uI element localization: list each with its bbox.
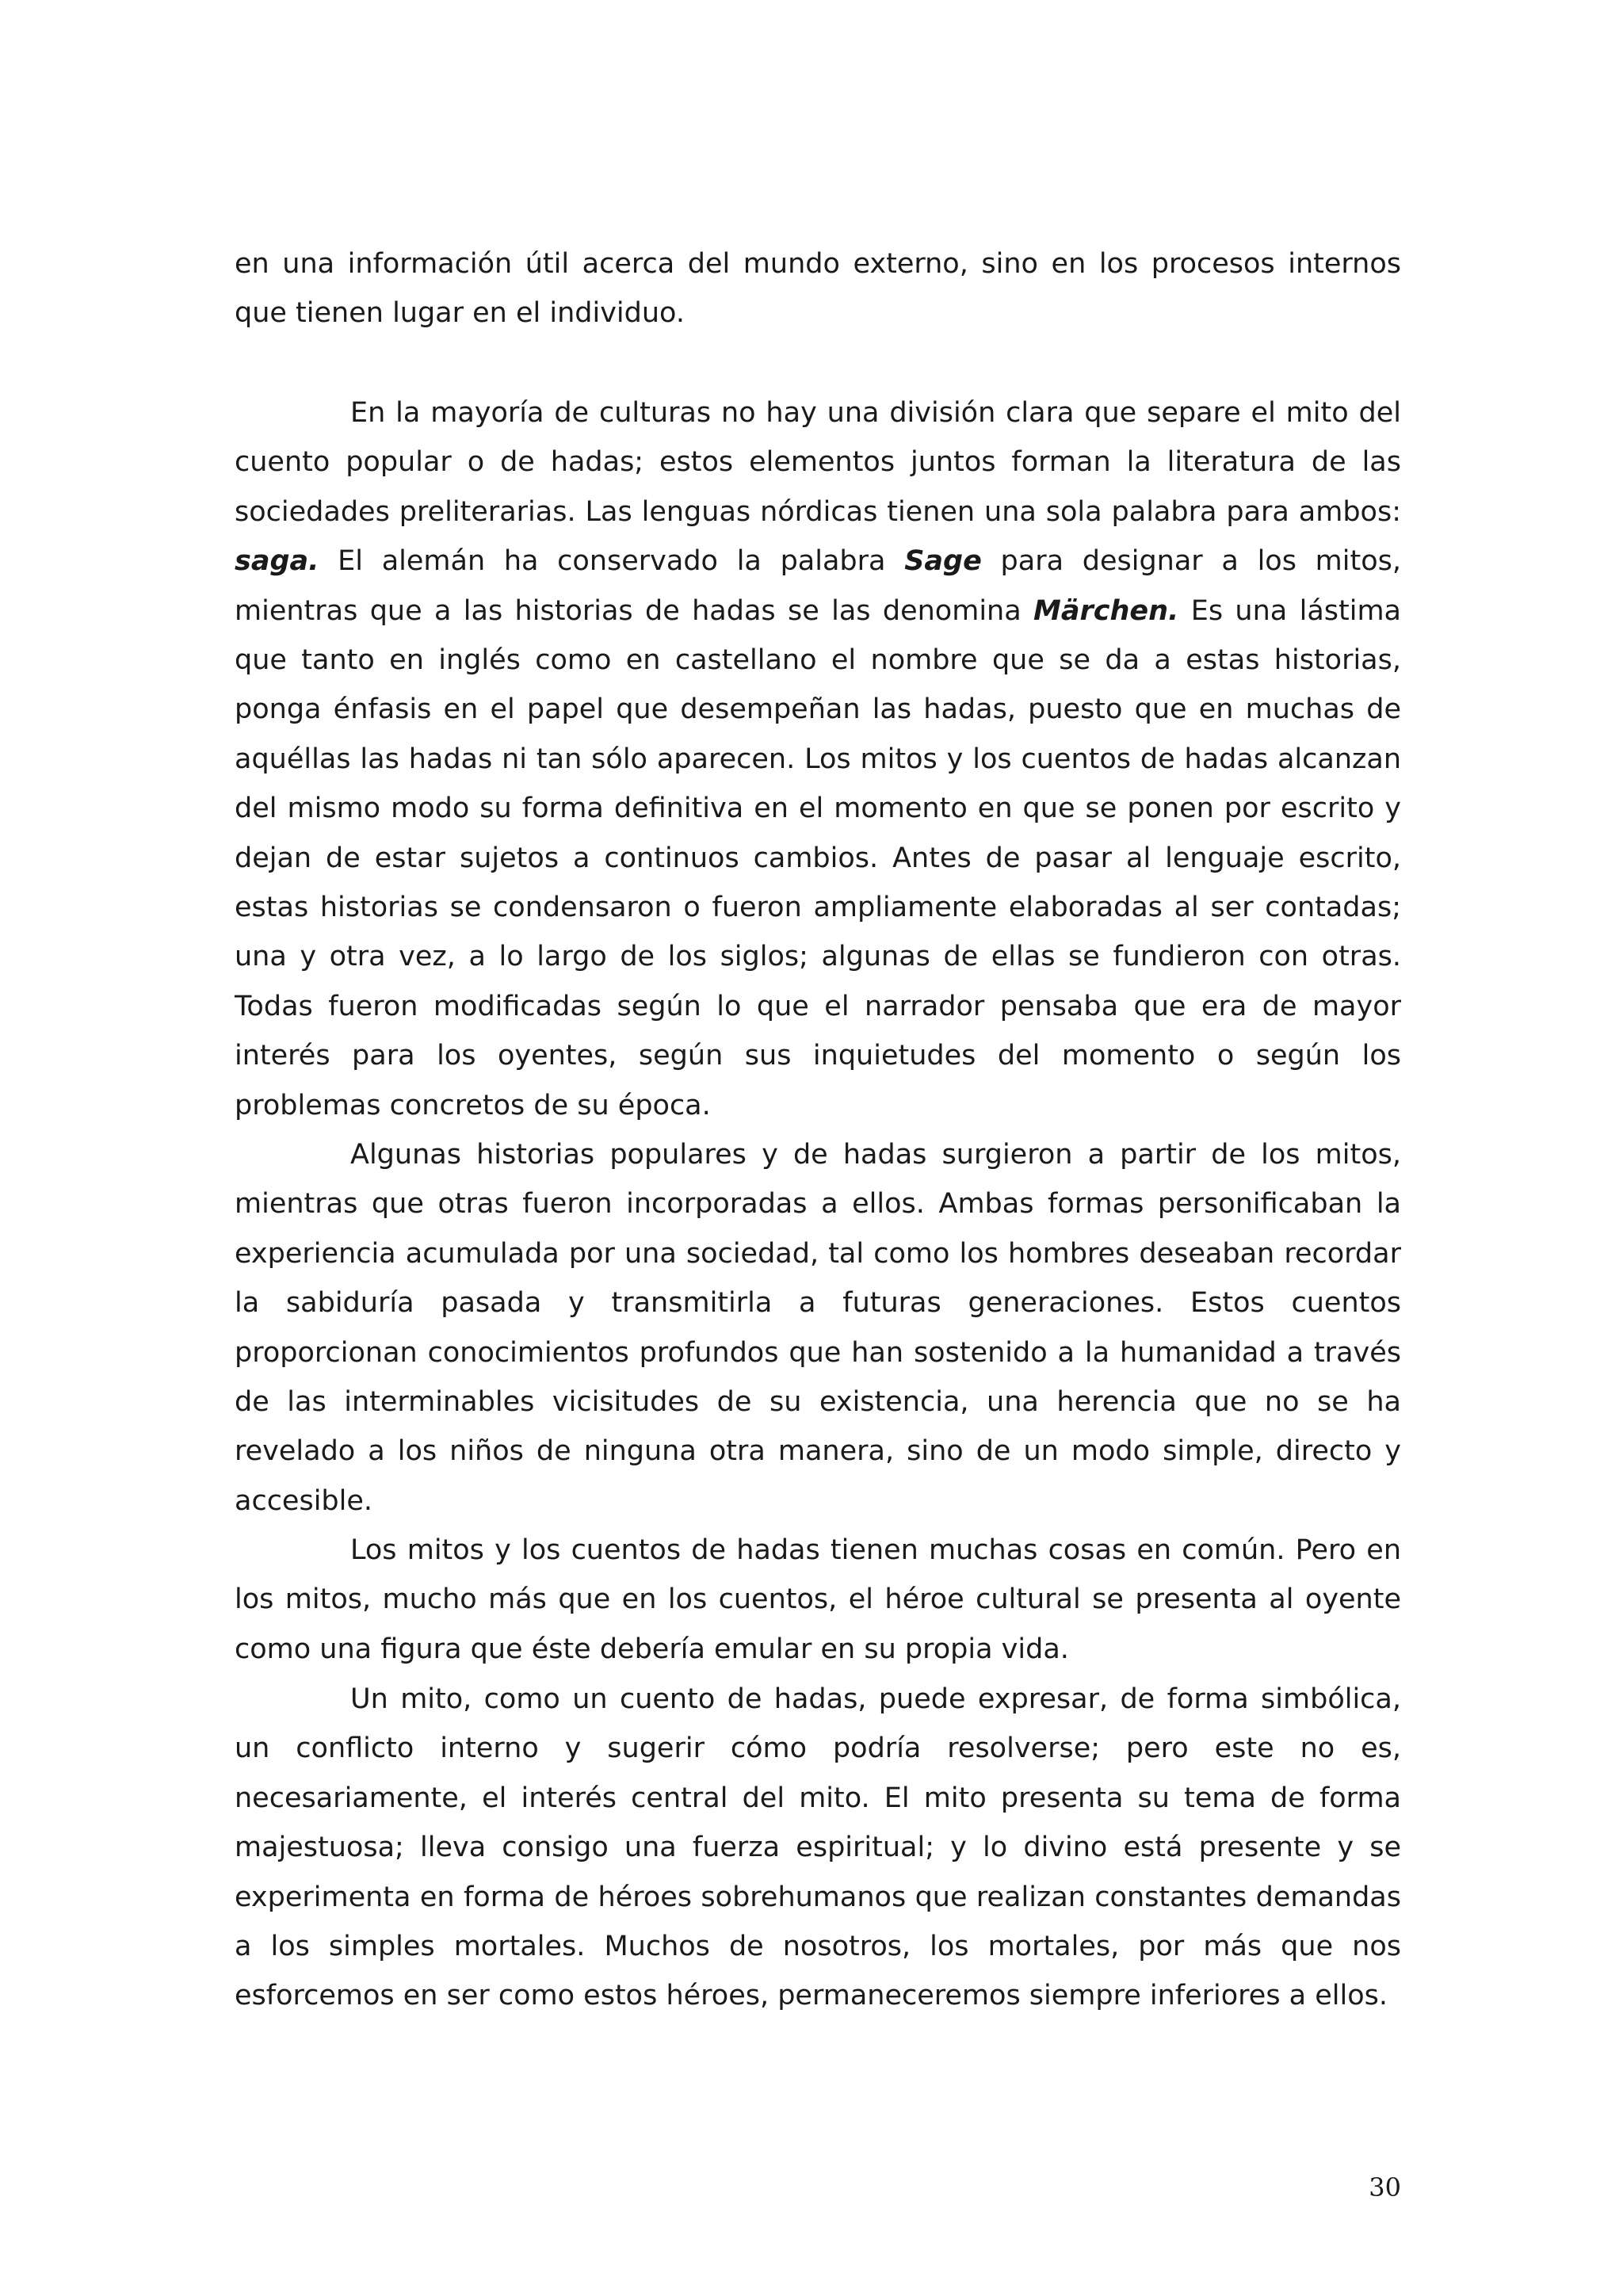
paragraph-4-text: Los mitos y los cuentos de hadas tienen muchas cosas en común. Pero en los mitos, mucho más que en los cuentos, el héroe cultural se presenta al oyente como una figura que éste debería emular en su propia vida. (235, 1534, 1401, 1665)
paragraph-2 (235, 388, 1401, 1130)
paragraph-2-text-d: Es una lástima que tanto en inglés como en castellano el nombre que se da a estas historias, ponga énfasis en el papel que desempeñan las hadas, puesto que en muchas de aquéllas las hadas ni tan sólo aparecen. Los mitos y los cuentos de hadas alcanzan del mismo modo su forma definitiva en el momento en que se ponen por escrito y dejan de estar sujetos a continuos cambios. Antes de pasar al lenguaje escrito, estas historias se condensaron o fueron ampliamente elaboradas al ser contadas; una y otra vez, a lo largo de los siglos; algunas de ellas se fundieron con otras. Todas fueron modificadas según lo que el narrador pensaba que era de mayor interés para los oyentes, según sus inquietudes del momento o según los problemas concretos de su época. (235, 594, 1401, 1121)
paragraph-5-text: Un mito, como un cuento de hadas, puede expresar, de forma simbólica, un conflicto interno y sugerir cómo podría resolverse; pero este no es, necesariamente, el interés central del mito. El mito presenta su tema de forma majestuosa; lleva consigo una fuerza espiritual; y lo divino está presente y se experimenta en forma de héroes sobrehumanos que realizan constantes demandas a los simples mortales. Muchos de nosotros, los mortales, por más que nos esforcemos en ser como estos héroes, permaneceremos siempre inferiores a ellos. (235, 1683, 1401, 2012)
paragraph-1 (235, 239, 1401, 338)
term-sage: Sage (904, 545, 982, 578)
paragraph-2-text-b: El alemán ha conservado la palabra (319, 545, 905, 578)
paragraph-1-text: en una información útil acerca del mundo externo, sino en los procesos internos que tienen lugar en el individuo. (235, 248, 1401, 330)
paragraph-4 (235, 1526, 1401, 1674)
term-marchen: Märchen. (1033, 594, 1179, 627)
paragraph-2-text-c: para designar a los mitos, mientras que a las historias de hadas se las denomina (235, 545, 1401, 627)
paragraph-5 (235, 1675, 1401, 2021)
paragraph-3 (235, 1130, 1401, 1526)
term-saga: saga. (235, 545, 319, 578)
paragraph-3-text: Algunas historias populares y de hadas surgieron a partir de los mitos, mientras que otras fueron incorporadas a ellos. Ambas formas personificaban la experiencia acumulada por una sociedad, tal como los hombres deseaban recordar la sabiduría pasada y transmitirla a futuras generaciones. Estos cuentos proporcionan conocimientos profundos que han sostenido a la humanidad a través de las interminables vicisitudes de su existencia, una herencia que no se ha revelado a los niños de ninguna otra manera, sino de un modo simple, directo y accesible. (235, 1139, 1401, 1517)
page-number: 30 (1369, 2172, 1401, 2202)
paragraph-2-text-a: En la mayoría de culturas no hay una división clara que separe el mito del cuento popular o de hadas; estos elementos juntos forman la literatura de las sociedades preliterarias. Las lenguas nórdicas tienen una sola palabra para ambos: (235, 397, 1401, 528)
